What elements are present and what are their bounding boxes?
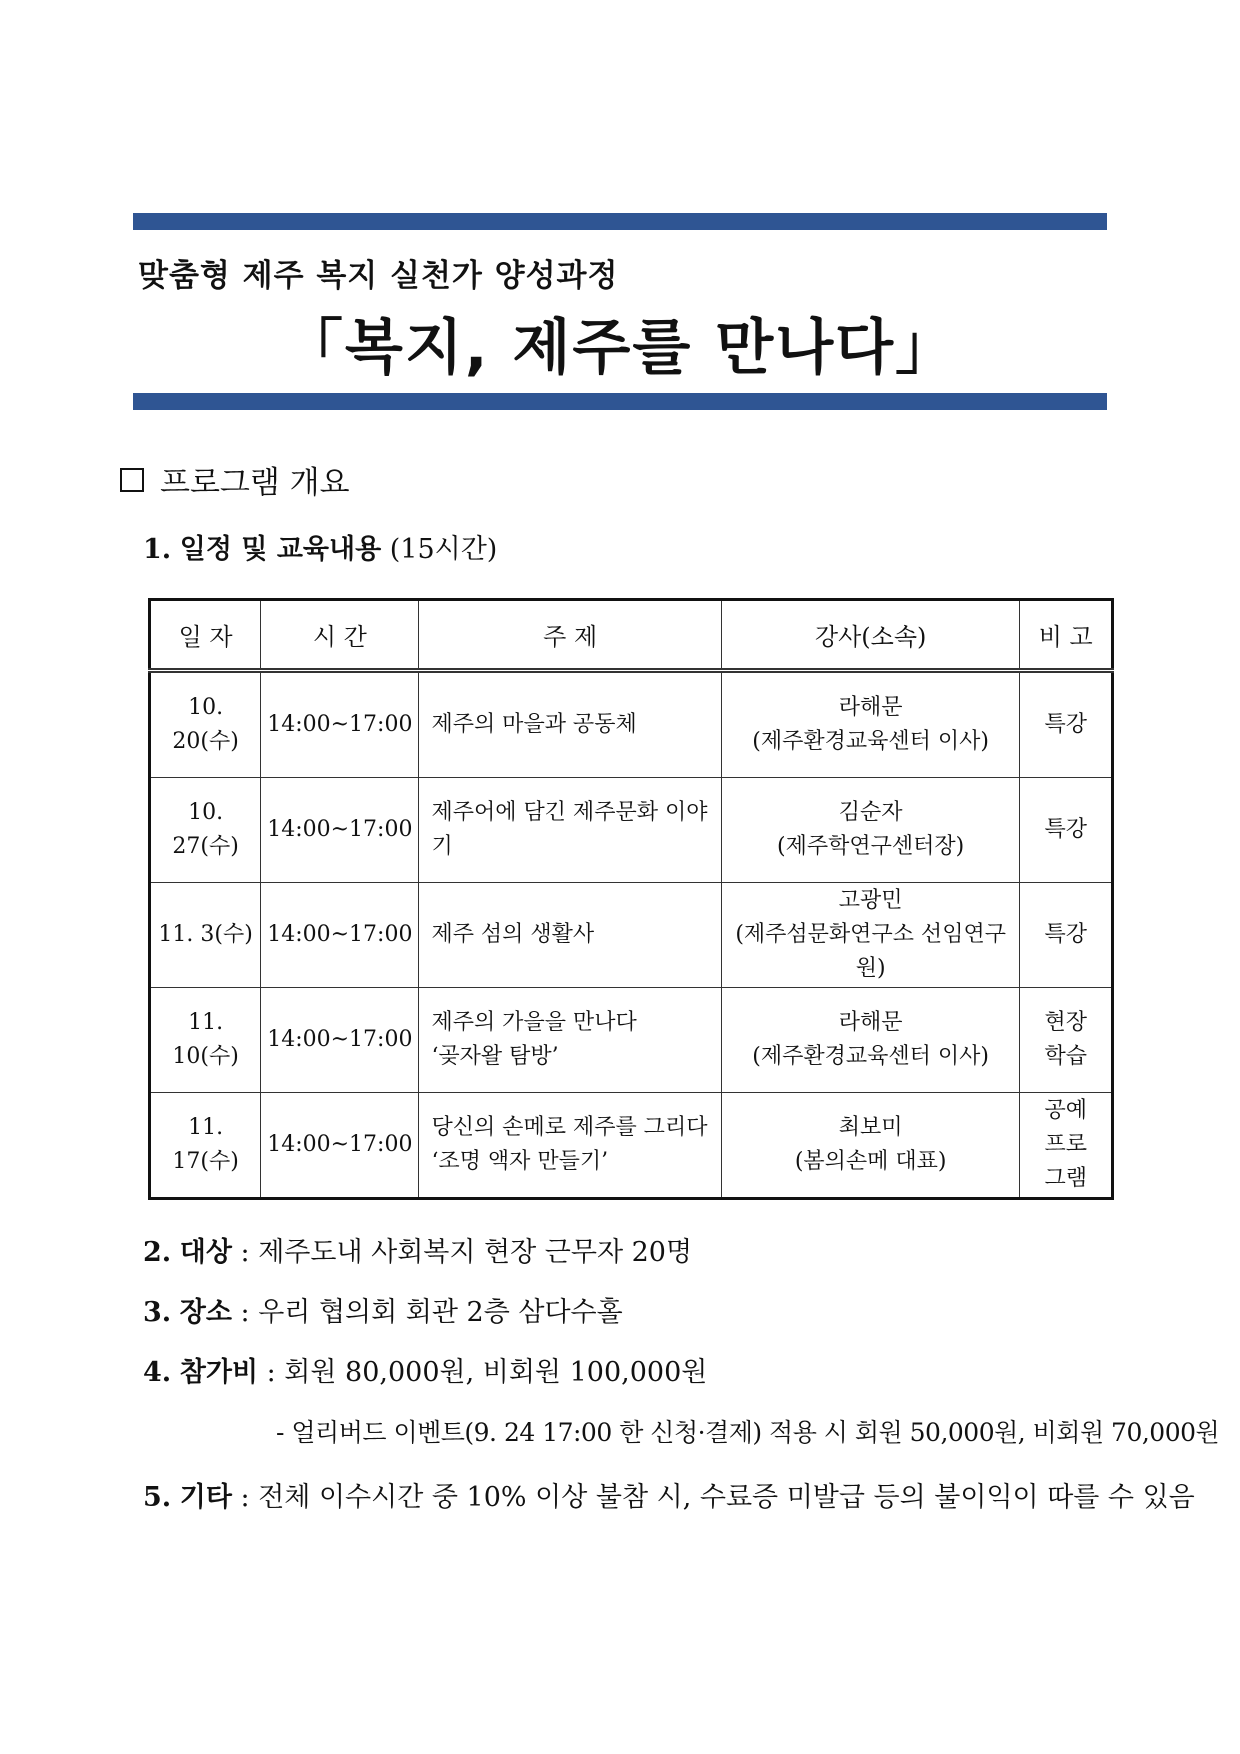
- topic-line1: 제주어에 담긴 제주문화 이야기: [431, 800, 708, 859]
- schedule-number: 1.: [143, 534, 172, 565]
- target-value: 제주도내 사회복지 현장 근무자 20명: [258, 1237, 693, 1268]
- cell-note: [1020, 883, 1113, 988]
- cell-time: 14:00~17:00: [261, 1093, 419, 1199]
- table-row: [150, 988, 1113, 1093]
- topic-line1: 제주의 가을을 만나다: [431, 1010, 637, 1035]
- fee-number: 4.: [143, 1357, 172, 1388]
- cell-lecturer: [721, 778, 1020, 883]
- header-lecturer: 강사(소속): [721, 600, 1020, 671]
- program-subtitle: 맞춤형 제주 복지 실천가 양성과정: [138, 258, 619, 294]
- venue-info: 3. 장소 : 우리 협의회 회관 2층 삼다수홀: [143, 1297, 623, 1328]
- early-bird-note: - 얼리버드 이벤트(9. 24 17:00 한 신청·결제) 적용 시 회원 50,000원, 비회원 70,000원: [276, 1418, 1220, 1447]
- lecturer-name: 최보미: [838, 1115, 903, 1140]
- table-header-row: [150, 600, 1113, 671]
- checkbox-icon: [120, 468, 144, 492]
- cell-date: 11. 17(수): [150, 1093, 261, 1199]
- cell-date: 11. 3(수): [150, 883, 261, 988]
- cell-date: 10. 20(수): [150, 671, 261, 778]
- cell-note: [1020, 778, 1113, 883]
- cell-note: [1020, 1093, 1113, 1199]
- fee-value: 회원 80,000원, 비회원 100,000원: [284, 1357, 708, 1388]
- lecturer-name: 라해문: [838, 1010, 903, 1035]
- topic-line2: ‘곶자왈 탐방’: [431, 1044, 559, 1069]
- lecturer-name: 고광민: [838, 888, 903, 913]
- etc-number: 5.: [143, 1482, 172, 1513]
- lecturer-affiliation: (제주학연구센터장): [777, 834, 965, 859]
- topic-line1: 당신의 손메로 제주를 그리다: [431, 1115, 708, 1140]
- lecturer-name: 라해문: [838, 695, 903, 720]
- venue-value: 우리 협의회 회관 2층 삼다수홀: [258, 1297, 623, 1328]
- note-line2: 학습: [1044, 1044, 1087, 1069]
- cell-lecturer: [721, 883, 1020, 988]
- schedule-label: 일정 및 교육내용: [179, 534, 382, 565]
- fee-info: 4. 참가비 : 회원 80,000원, 비회원 100,000원: [143, 1357, 708, 1388]
- cell-date: 10. 27(수): [150, 778, 261, 883]
- section-heading-text: 프로그램 개요: [160, 465, 350, 501]
- etc-label: 기타: [179, 1482, 232, 1513]
- cell-time: 14:00~17:00: [261, 778, 419, 883]
- note-line2: 프로: [1044, 1132, 1087, 1157]
- target-label: 대상: [179, 1237, 232, 1268]
- venue-number: 3.: [143, 1297, 172, 1328]
- cell-topic: [419, 1093, 721, 1199]
- schedule-table: [148, 598, 1114, 1200]
- cell-topic: [419, 671, 721, 778]
- lecturer-affiliation: (제주섬문화연구소 선임연구원): [735, 922, 1006, 981]
- lecturer-affiliation: (제주환경교육센터 이사): [752, 729, 989, 754]
- target-info: 2. 대상 : 제주도내 사회복지 현장 근무자 20명: [143, 1237, 693, 1268]
- table-row: [150, 671, 1113, 778]
- table-row: [150, 883, 1113, 988]
- cell-lecturer: [721, 1093, 1020, 1199]
- topic-line1: 제주 섬의 생활사: [431, 922, 595, 947]
- note-line1: 특강: [1044, 817, 1087, 842]
- header-topic: 주 제: [419, 600, 721, 671]
- program-title: 「복지, 제주를 만나다」: [282, 313, 958, 383]
- target-number: 2.: [143, 1237, 172, 1268]
- note-line1: 특강: [1044, 922, 1087, 947]
- note-line1: 특강: [1044, 712, 1087, 737]
- header-top-bar: [133, 213, 1107, 230]
- cell-topic: [419, 778, 721, 883]
- schedule-heading: [143, 527, 497, 566]
- header-date: 일 자: [150, 600, 261, 671]
- cell-topic: [419, 988, 721, 1093]
- section-heading: [120, 457, 350, 502]
- note-line1: 공예: [1044, 1098, 1087, 1123]
- table-row: [150, 1093, 1113, 1199]
- cell-note: [1020, 671, 1113, 778]
- etc-value: 전체 이수시간 중 10% 이상 불참 시, 수료증 미발급 등의 불이익이 따를 수 있음: [258, 1482, 1195, 1513]
- lecturer-affiliation: (봄의손메 대표): [794, 1149, 947, 1174]
- etc-info: 5. 기타 : 전체 이수시간 중 10% 이상 불참 시, 수료증 미발급 등의 불이익이 따를 수 있음: [143, 1482, 1195, 1513]
- cell-time: 14:00~17:00: [261, 988, 419, 1093]
- header-time: 시 간: [261, 600, 419, 671]
- cell-lecturer: [721, 671, 1020, 778]
- cell-topic: [419, 883, 721, 988]
- header-bottom-bar: [133, 393, 1107, 410]
- fee-label: 참가비: [179, 1357, 259, 1388]
- cell-time: 14:00~17:00: [261, 883, 419, 988]
- topic-line1: 제주의 마을과 공동체: [431, 712, 637, 737]
- cell-lecturer: [721, 988, 1020, 1093]
- cell-time: 14:00~17:00: [261, 671, 419, 778]
- lecturer-affiliation: (제주환경교육센터 이사): [752, 1044, 989, 1069]
- cell-note: [1020, 988, 1113, 1093]
- table-row: [150, 778, 1113, 883]
- lecturer-name: 김순자: [838, 800, 903, 825]
- note-line1: 현장: [1044, 1010, 1087, 1035]
- cell-date: 11. 10(수): [150, 988, 261, 1093]
- note-line3: 그램: [1044, 1166, 1087, 1191]
- topic-line2: ‘조명 액자 만들기’: [431, 1149, 609, 1174]
- schedule-hours: (15시간): [389, 534, 498, 565]
- header-note: 비 고: [1020, 600, 1113, 671]
- venue-label: 장소: [179, 1297, 232, 1328]
